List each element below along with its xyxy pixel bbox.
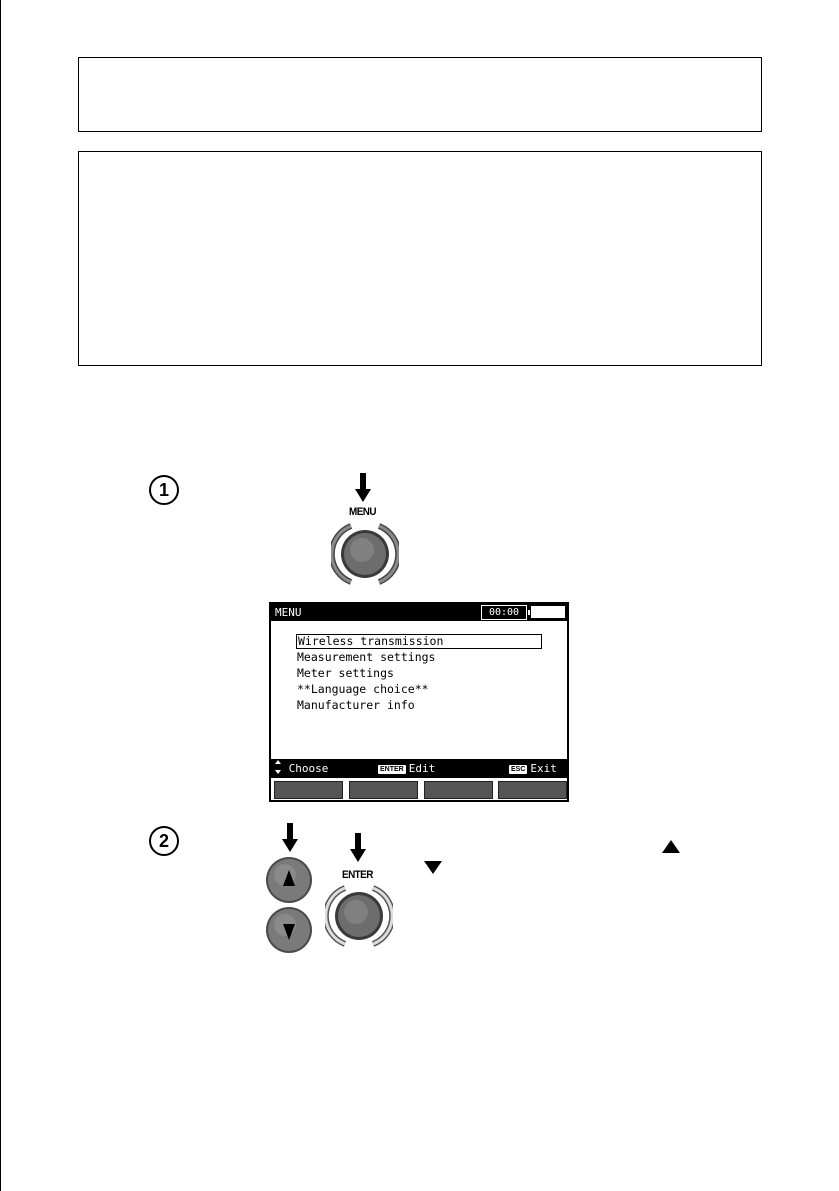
menu-item-wireless-transmission[interactable]: Wireless transmission	[296, 634, 542, 649]
softkey-row	[271, 778, 567, 800]
up-down-icon	[274, 759, 282, 775]
footer-choose	[274, 759, 328, 778]
menu-item-manufacturer-info[interactable]: Manufacturer info	[297, 698, 415, 712]
down-arrow-icon	[355, 473, 371, 503]
softkey-2[interactable]	[349, 781, 418, 799]
footer-edit-label: Edit	[408, 762, 436, 775]
softkey-4[interactable]	[498, 781, 567, 799]
footer-exit-label: Exit	[530, 762, 557, 775]
esc-key-chip: ESC	[511, 766, 526, 773]
note-box-empty	[78, 57, 762, 132]
softkey-1[interactable]	[274, 781, 343, 799]
menu-button[interactable]	[331, 520, 399, 588]
menu-item-measurement-settings[interactable]: Measurement settings	[297, 650, 436, 664]
warning-box-empty	[78, 151, 762, 366]
down-arrow-icon	[282, 823, 298, 853]
battery-icon	[531, 606, 565, 618]
screen-footer	[271, 759, 567, 778]
footer-edit	[378, 759, 435, 778]
menu-item-language-choice[interactable]: **Language choice**	[297, 682, 429, 696]
enter-key-label: ENTER	[342, 869, 373, 881]
step-2-badge	[149, 826, 179, 856]
footer-choose-label: Choose	[288, 762, 329, 775]
enter-key-chip: ENTER	[380, 766, 404, 773]
screen-clock: 00:00	[481, 605, 527, 620]
enter-button[interactable]	[325, 882, 393, 950]
menu-key-label: MENU	[349, 506, 376, 518]
page-edge-line	[0, 0, 1, 1191]
step-1-badge	[149, 475, 179, 505]
down-triangle-icon	[424, 861, 442, 874]
down-button[interactable]	[265, 906, 313, 954]
up-triangle-icon	[662, 840, 680, 853]
screen-title: MENU	[275, 606, 302, 619]
screen-header	[271, 604, 567, 621]
step-2-number: 2	[158, 830, 169, 851]
footer-exit	[509, 759, 557, 778]
up-button[interactable]	[265, 856, 313, 904]
down-arrow-icon	[350, 833, 366, 863]
softkey-3[interactable]	[424, 781, 493, 799]
step-1-number: 1	[158, 479, 169, 500]
menu-item-meter-settings[interactable]: Meter settings	[297, 666, 394, 680]
battery-tip	[528, 610, 530, 615]
meter-screen	[269, 602, 569, 802]
